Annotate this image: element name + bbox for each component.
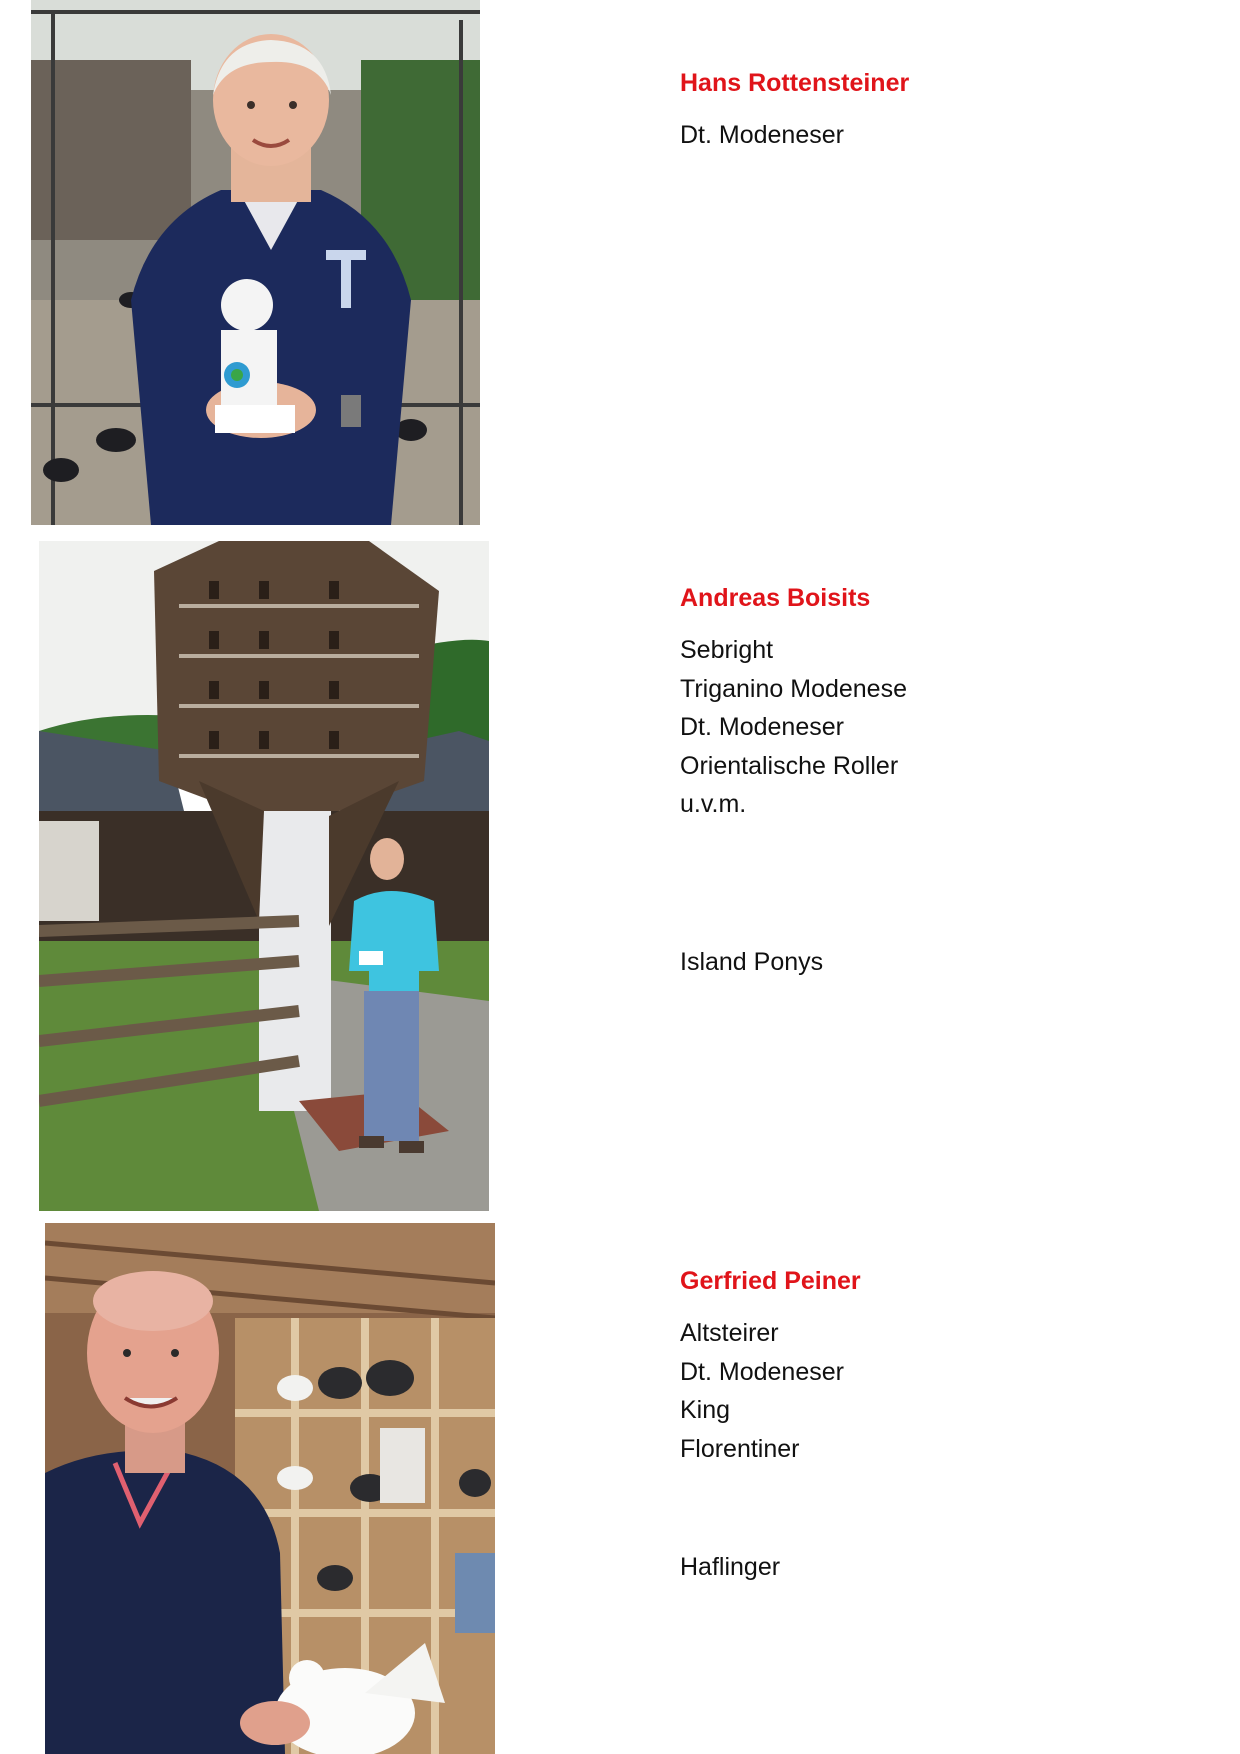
breed-item: Altsteirer: [680, 1319, 779, 1347]
pigeon-loft-image: [45, 1223, 495, 1754]
dovecote-image: [39, 541, 489, 1211]
breeder-name: Hans Rottensteiner: [680, 69, 910, 97]
photo-hans-rottensteiner: [31, 0, 480, 525]
extra-animals-gerfried-peiner: Haflinger: [680, 1553, 781, 1581]
breed-item: u.v.m.: [680, 790, 747, 818]
breed-item: Sebright: [680, 636, 774, 664]
breeder-name: Gerfried Peiner: [680, 1267, 861, 1295]
extra-animals-andreas-boisits: Island Ponys: [680, 948, 824, 976]
entry-andreas-boisits: [680, 583, 1200, 824]
entry-gerfried-peiner: [680, 1266, 1200, 1468]
entry-hans-rottensteiner: [680, 68, 1200, 155]
breed-item: Dt. Modeneser: [680, 713, 844, 741]
breed-item: Orientalische Roller: [680, 751, 899, 780]
breed-item: Florentiner: [680, 1434, 800, 1463]
breed-item: Dt. Modeneser: [680, 1357, 844, 1386]
aviary-trophy-image: [31, 0, 480, 525]
breeder-name: Andreas Boisits: [680, 584, 871, 612]
photo-andreas-boisits: [39, 541, 489, 1211]
breed-item: Dt. Modeneser: [680, 121, 844, 149]
breed-item: King: [680, 1396, 731, 1424]
breed-item: Triganino Modenese: [680, 674, 907, 703]
photo-gerfried-peiner: [45, 1223, 495, 1754]
